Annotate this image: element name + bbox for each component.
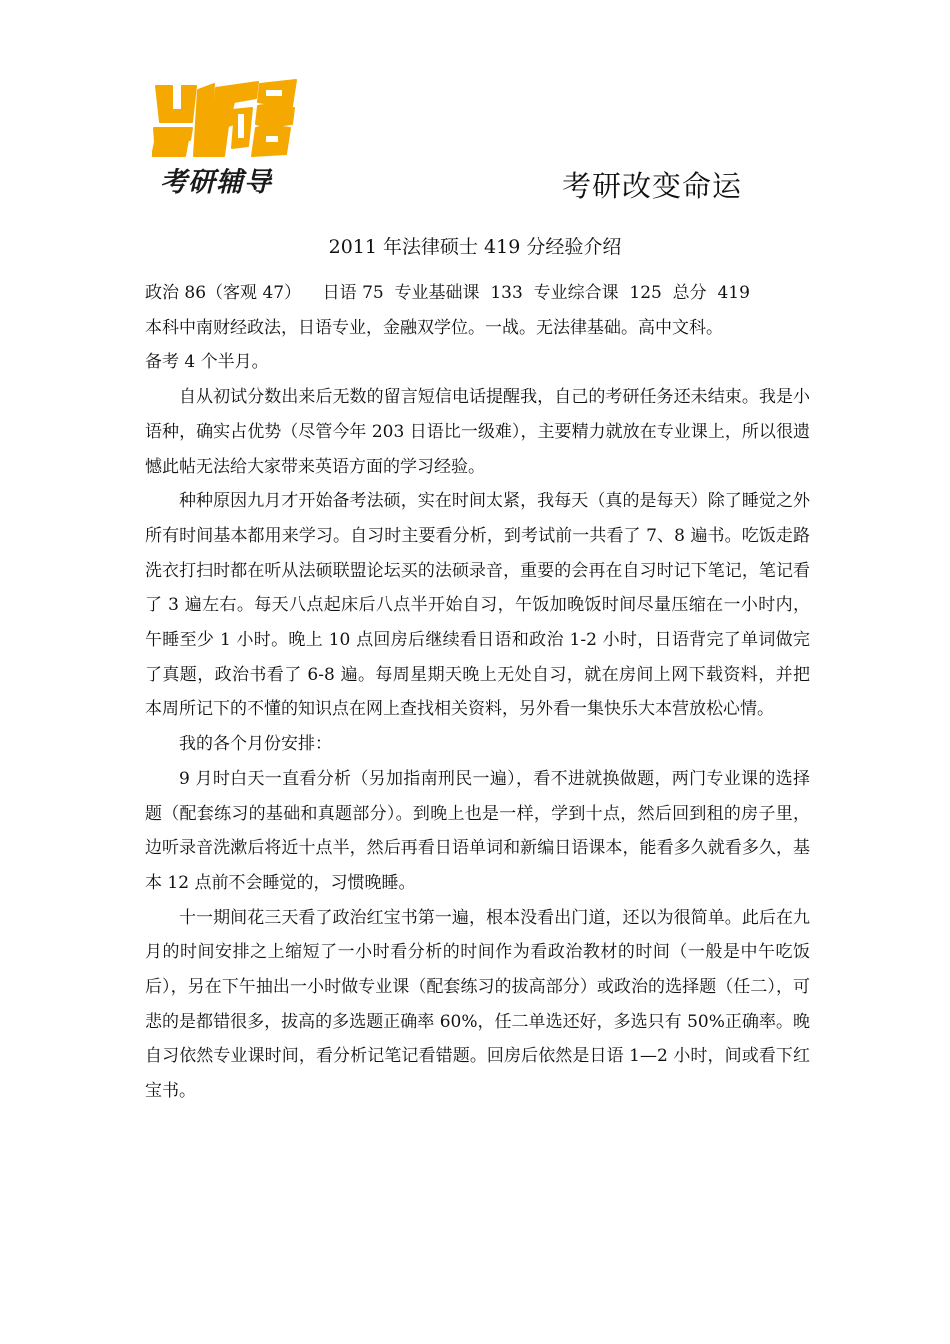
background-line: 本科中南财经政法，日语专业，金融双学位。一战。无法律基础。高中文科。 xyxy=(145,317,723,338)
paragraph: 9 月时白天一直看分析（另加指南刑民一遍），看不进就换做题，两门专业课的选择题（配套练习的基础和真题部分）。到晚上也是一样，学到十点，然后回到租的房子里，边听录音洗漱后将近十点半，然后再看日语单词和新编日语课本，能看多久就看多久，基本 12 点前不会睡觉的，习惯晚睡。 xyxy=(145,768,810,893)
document-title: 2011 年法律硕士 419 分经验介绍 xyxy=(328,236,622,258)
paragraph: 种种原因九月才开始备考法硕，实在时间太紧，我每天（真的是每天）除了睡觉之外所有时间基本都用来学习。自习时主要看分析，到考试前一共看了 7、8 遍书。吃饭走路洗衣打扫时都在听从法硕联盟论坛买的法硕录音，重要的会再在自习时记下笔记，笔记看了 3 遍左右。每天八点起床后八点半开始自习，午饭加晚饭时间尽量压缩在一小时内，午睡至少 1 小时。晚上 10 点回房后继续看日语和政治 1-2 小时，日语背完了单词做完了真题，政治书看了 6-8 遍。每周星期天晚上无处自习，就在房间上网下载资料，并把本周所记下的不懂的知识点在网上查找相关资料，另外看一集快乐大本营放松心情。 xyxy=(145,491,810,720)
slogan: 考研改变命运 xyxy=(562,169,743,203)
paragraph: 十一期间花三天看了政治红宝书第一遍，根本没看出门道，还以为很简单。此后在九月的时间安排之上缩短了一小时看分析的时间作为看政治教材的时间（一般是中午吃饭后），另在下午抽出一小时做专业课（配套练习的拔高部分）或政治的选择题（任二），可悲的是都错很多，拔高的多选题正确率 60%，任二单选还好，多选只有 50%正确率。晚自习依然专业课时间，看分析记笔记看错题。回房后依然是日语 1—2 小时，间或看下红宝书。 xyxy=(145,907,810,1102)
logo xyxy=(152,76,302,196)
logo-brand-mark xyxy=(152,76,300,158)
scores-line: 政治 86（客观 47） 日语 75 专业基础课 133 专业综合课 125 总分 419 xyxy=(145,283,750,303)
paragraph: 自从初试分数出来后无数的留言短信电话提醒我，自己的考研任务还未结束。我是小语种，确实占优势（尽管今年 203 日语比一级难），主要精力就放在专业课上，所以很遗憾此帖无法给大家带来英语方面的学习经验。 xyxy=(145,387,810,477)
prep-time-line: 备考 4 个半月。 xyxy=(145,352,269,373)
document-body xyxy=(145,276,810,1109)
paragraph: 我的各个月份安排： xyxy=(179,734,332,755)
logo-subtitle: 考研辅导 xyxy=(160,167,272,198)
